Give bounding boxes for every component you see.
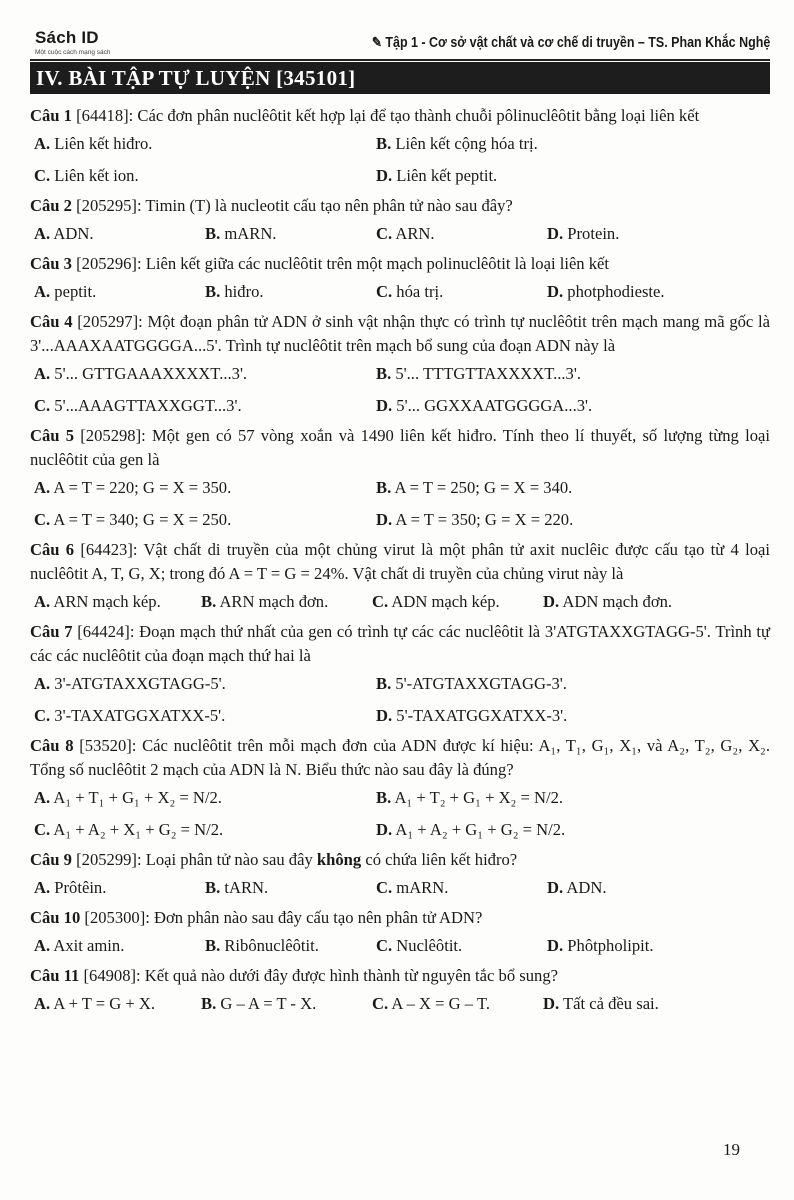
emphasis-text: không [316, 850, 362, 869]
option-letter: A. [34, 878, 51, 897]
question-9 [30, 848, 770, 872]
question-text: [64424]: Đoạn mạch thứ nhất của gen có trình tự các các nuclêôtit là 3'ATGTAXXGTAGG-5'. Trình tự các các nuclêôtit của đoạn mạch thứ hai là [30, 622, 770, 665]
option-d [376, 164, 718, 188]
option-text: peptit. [50, 282, 97, 301]
option-letter: D. [547, 936, 564, 955]
option-text: A₁ + T₁ + G₁ + X₂ = N/2. [50, 788, 222, 807]
option-letter: C. [372, 994, 389, 1013]
option-b [376, 362, 718, 386]
option-text: ADN mạch kép. [388, 592, 500, 611]
option-c [376, 876, 547, 900]
option-letter: D. [547, 224, 564, 243]
option-letter: B. [201, 592, 217, 611]
options [30, 876, 770, 900]
section-title: IV. BÀI TẬP TỰ LUYỆN [345101] [36, 66, 356, 90]
option-letter: C. [34, 166, 51, 185]
question-4 [30, 310, 770, 358]
question-label: Câu 11 [30, 966, 80, 985]
question-text: [205300]: Đơn phân nào sau đây cấu tạo nên phân tử ADN? [80, 908, 483, 927]
option-b [376, 476, 718, 500]
option-text: ADN mạch đơn. [559, 592, 673, 611]
option-letter: D. [547, 282, 564, 301]
option-letter: C. [34, 706, 51, 725]
option-text: Ribônuclêôtit. [220, 936, 319, 955]
brand-name: Sách ID [35, 28, 99, 47]
option-c [372, 992, 543, 1016]
option-letter: A. [34, 282, 51, 301]
option-b [376, 132, 718, 156]
question-text: [205297]: Một đoạn phân tử ADN ở sinh vật nhận thực có trình tự nuclêôtit trên mạch mang mã gốc là 3'...AAAXAATGGGGA...5'. Trình tự nuclêôtit trên mạch bổ sung của đoạn ADN này là [30, 312, 770, 355]
option-a [34, 222, 205, 246]
option-letter: A. [34, 788, 51, 807]
option-letter: B. [205, 936, 221, 955]
option-letter: A. [34, 592, 51, 611]
question-label: Câu 10 [30, 908, 81, 927]
options [30, 132, 770, 188]
question-text: [205298]: Một gen có 57 vòng xoắn và 1490 liên kết hiđro. Tính theo lí thuyết, số lượng từng loại nuclêôtit của gen là [30, 426, 770, 469]
option-b [201, 992, 372, 1016]
option-a [34, 672, 376, 696]
option-b [205, 934, 376, 958]
option-c [372, 590, 543, 614]
option-text: ADN. [50, 224, 94, 243]
header-divider [30, 59, 770, 61]
option-a [34, 476, 376, 500]
options [30, 786, 770, 842]
option-letter: C. [376, 282, 393, 301]
option-text: A₁ + A₂ + G₁ + G₂ = N/2. [392, 820, 566, 839]
option-letter: A. [34, 364, 51, 383]
option-text: ARN mạch kép. [50, 592, 161, 611]
option-text: 3'-TAXATGGXATXX-5'. [50, 706, 226, 725]
option-text: Protein. [563, 224, 620, 243]
option-c [34, 704, 376, 728]
option-d [376, 704, 718, 728]
question-text: [205299]: Loại phân tử nào sau đây [71, 850, 317, 869]
option-letter: B. [205, 224, 221, 243]
option-a [34, 132, 376, 156]
question-label: Câu 7 [30, 622, 73, 641]
options [30, 672, 770, 728]
options [30, 222, 770, 246]
option-letter: D. [543, 994, 560, 1013]
question-label: Câu 4 [30, 312, 73, 331]
option-text: Phôtpholipit. [563, 936, 654, 955]
question-1 [30, 104, 770, 128]
option-a [34, 992, 201, 1016]
options [30, 280, 770, 304]
option-text: ARN mạch đơn. [216, 592, 329, 611]
option-a [34, 590, 201, 614]
options [30, 362, 770, 418]
option-d [547, 934, 718, 958]
option-text: A = T = 220; G = X = 350. [50, 478, 232, 497]
option-text: A = T = 350; G = X = 220. [392, 510, 574, 529]
option-a [34, 876, 205, 900]
option-text: 3'-ATGTAXXGTAGG-5'. [50, 674, 226, 693]
option-c [34, 508, 376, 532]
option-letter: D. [543, 592, 560, 611]
option-text: hiđro. [220, 282, 264, 301]
option-letter: A. [34, 936, 51, 955]
option-letter: D. [376, 396, 393, 415]
option-text: A + T = G + X. [50, 994, 156, 1013]
option-letter: C. [34, 510, 51, 529]
option-d [543, 992, 713, 1016]
option-text: 5'-ATGTAXXGTAGG-3'. [391, 674, 567, 693]
option-text: Tất cả đều sai. [559, 994, 659, 1013]
option-a [34, 934, 205, 958]
question-6 [30, 538, 770, 586]
option-letter: B. [376, 364, 392, 383]
option-c [376, 934, 547, 958]
options [30, 934, 770, 958]
option-a [34, 786, 376, 810]
question-text: [205295]: Timin (T) là nucleotit cấu tạo nên phân tử nào sau đây? [71, 196, 513, 215]
option-c [376, 222, 547, 246]
option-text: 5'... TTTGTTAXXXXT...3'. [391, 364, 581, 383]
option-letter: B. [205, 878, 221, 897]
page-header [30, 28, 770, 60]
option-text: Prôtêin. [50, 878, 107, 897]
question-8 [30, 734, 770, 782]
option-letter: B. [376, 788, 392, 807]
option-a [34, 280, 205, 304]
question-3 [30, 252, 770, 276]
option-text: ADN. [563, 878, 607, 897]
option-text: 5'-TAXATGGXATXX-3'. [392, 706, 568, 725]
options [30, 992, 770, 1016]
question-label: Câu 2 [30, 196, 72, 215]
option-letter: D. [376, 166, 393, 185]
option-letter: A. [34, 994, 51, 1013]
question-label: Câu 8 [30, 736, 74, 755]
option-text: 5'...AAAGTTAXXGGT...3'. [50, 396, 242, 415]
option-letter: B. [201, 994, 217, 1013]
option-d [547, 876, 718, 900]
option-text: A = T = 340; G = X = 250. [50, 510, 232, 529]
option-text: 5'... GTTGAAAXXXXT...3'. [50, 364, 248, 383]
option-letter: A. [34, 134, 51, 153]
question-2 [30, 194, 770, 218]
option-b [205, 280, 376, 304]
question-11 [30, 964, 770, 988]
option-letter: C. [34, 396, 51, 415]
option-d [376, 394, 718, 418]
option-letter: B. [376, 674, 392, 693]
option-letter: D. [376, 510, 393, 529]
option-letter: C. [372, 592, 389, 611]
option-text: A – X = G – T. [388, 994, 491, 1013]
options [30, 590, 770, 614]
option-letter: A. [34, 224, 51, 243]
brand-tagline: Một cuộc cách mạng sách [35, 49, 111, 56]
option-d [547, 280, 718, 304]
question-text-end: có chứa liên kết hiđro? [361, 850, 518, 869]
question-label: Câu 5 [30, 426, 75, 445]
options [30, 476, 770, 532]
option-text: hóa trị. [392, 282, 444, 301]
option-text: mARN. [220, 224, 277, 243]
option-text: Liên kết hiđro. [50, 134, 153, 153]
option-text: Nuclêôtit. [392, 936, 463, 955]
option-letter: C. [376, 878, 393, 897]
option-letter: D. [376, 820, 393, 839]
question-text: [205296]: Liên kết giữa các nuclêôtit trên một mạch polinuclêôtit là loại liên kết [71, 254, 610, 273]
option-letter: A. [34, 478, 51, 497]
option-text: G – A = T - X. [216, 994, 317, 1013]
question-5 [30, 424, 770, 472]
option-text: A = T = 250; G = X = 340. [391, 478, 573, 497]
book-title-text: Tập 1 - Cơ sở vật chất và cơ chế di truyền – TS. Phan Khắc Nghệ [385, 35, 770, 51]
option-letter: C. [376, 936, 393, 955]
question-label: Câu 6 [30, 540, 75, 559]
option-letter: D. [376, 706, 393, 725]
option-d [376, 508, 718, 532]
option-a [34, 362, 376, 386]
question-text: [53520]: Các nuclêôtit trên mỗi mạch đơn của ADN được kí hiệu: A₁, T₁, G₁, X₁, và A₂, T₂, G₂, X₂. Tổng số nuclêôtit 2 mạch của ADN là N. Biểu thức nào sau đây là đúng? [30, 736, 770, 779]
option-letter: D. [547, 878, 564, 897]
option-text: A₁ + A₂ + X₁ + G₂ = N/2. [50, 820, 224, 839]
option-b [205, 876, 376, 900]
option-b [205, 222, 376, 246]
option-b [201, 590, 372, 614]
question-label: Câu 9 [30, 850, 72, 869]
option-text: Liên kết peptit. [392, 166, 498, 185]
option-letter: C. [34, 820, 51, 839]
option-c [34, 818, 376, 842]
option-d [547, 222, 718, 246]
book-title [372, 34, 770, 51]
option-letter: B. [205, 282, 221, 301]
option-c [376, 280, 547, 304]
option-text: mARN. [392, 878, 449, 897]
question-label: Câu 3 [30, 254, 72, 273]
question-text: [64423]: Vật chất di truyền của một chủng virut là một phân tử axit nuclêic được cấu tạo từ 4 loại nuclêôtit A, T, G, X; trong đó A = T = G = 24%. Vật chất di truyền của chủng virut này là [30, 540, 770, 583]
question-text: [64908]: Kết quả nào dưới đây được hình thành từ nguyên tắc bổ sung? [79, 966, 558, 985]
option-text: A₁ + T₂ + G₁ + X₂ = N/2. [391, 788, 564, 807]
question-10 [30, 906, 770, 930]
option-c [34, 394, 376, 418]
option-d [376, 818, 718, 842]
option-d [543, 590, 713, 614]
pen-icon: ✎ [371, 34, 382, 50]
option-c [34, 164, 376, 188]
section-heading [30, 62, 770, 94]
option-text: Liên kết cộng hóa trị. [391, 134, 538, 153]
question-label: Câu 1 [30, 106, 72, 125]
option-b [376, 786, 718, 810]
option-letter: A. [34, 674, 51, 693]
option-text: ARN. [392, 224, 435, 243]
option-b [376, 672, 718, 696]
question-list [30, 104, 770, 1022]
brand-logo [35, 28, 111, 56]
option-text: 5'... GGXXAATGGGGA...3'. [392, 396, 593, 415]
option-letter: C. [376, 224, 393, 243]
option-text: tARN. [220, 878, 269, 897]
page-number: 19 [723, 1140, 740, 1159]
option-letter: B. [376, 134, 392, 153]
question-7 [30, 620, 770, 668]
option-letter: B. [376, 478, 392, 497]
option-text: photphodieste. [563, 282, 665, 301]
option-text: Axit amin. [50, 936, 125, 955]
question-text: [64418]: Các đơn phân nuclêôtit kết hợp lại để tạo thành chuỗi pôlinuclêôtit bằng loại liên kết [71, 106, 700, 125]
option-text: Liên kết ion. [50, 166, 139, 185]
